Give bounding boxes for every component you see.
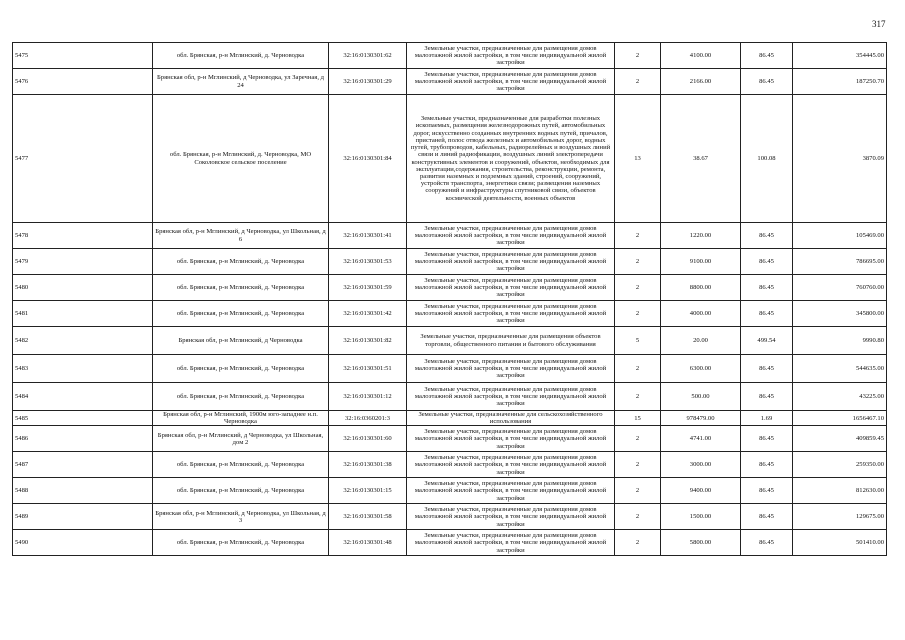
cadastral-value-cell: 354445.00 bbox=[793, 43, 887, 69]
row-number: 5490 bbox=[13, 530, 153, 556]
row-number: 5483 bbox=[13, 355, 153, 383]
specific-value-cell: 86.45 bbox=[741, 355, 793, 383]
specific-value-cell: 86.45 bbox=[741, 301, 793, 327]
table-row bbox=[13, 301, 887, 327]
specific-value-cell: 86.45 bbox=[741, 383, 793, 411]
page-number: 317 bbox=[872, 19, 886, 29]
table-row bbox=[13, 426, 887, 452]
land-use-purpose-cell: Земельные участки, предназначенные для размещения домов малоэтажной жилой застройки, в том числе индивидуальной жилой застройки bbox=[407, 301, 615, 327]
area-cell: 4741.00 bbox=[661, 426, 741, 452]
address-cell: обл. Брянская, р-н Мглинский, д. Черноводка bbox=[153, 275, 329, 301]
table-row bbox=[13, 43, 887, 69]
specific-value-cell: 1.69 bbox=[741, 411, 793, 426]
cadastral-number-cell: 32:16:0130301:82 bbox=[329, 327, 407, 355]
cadastral-number-cell: 32:16:0360201:3 bbox=[329, 411, 407, 426]
specific-value-cell: 86.45 bbox=[741, 249, 793, 275]
cadastral-value-cell: 3870.09 bbox=[793, 95, 887, 223]
row-number: 5481 bbox=[13, 301, 153, 327]
category-code-cell: 2 bbox=[615, 249, 661, 275]
cadastral-number-cell: 32:16:0130301:51 bbox=[329, 355, 407, 383]
area-cell: 20.00 bbox=[661, 327, 741, 355]
specific-value-cell: 86.45 bbox=[741, 69, 793, 95]
cadastral-number-cell: 32:16:0130301:12 bbox=[329, 383, 407, 411]
row-number: 5480 bbox=[13, 275, 153, 301]
area-cell: 9400.00 bbox=[661, 478, 741, 504]
category-code-cell: 2 bbox=[615, 43, 661, 69]
specific-value-cell: 86.45 bbox=[741, 504, 793, 530]
area-cell: 8800.00 bbox=[661, 275, 741, 301]
land-use-purpose-cell: Земельные участки, предназначенные для размещения домов малоэтажной жилой застройки, в том числе индивидуальной жилой застройки bbox=[407, 478, 615, 504]
cadastral-number-cell: 32:16:0130301:60 bbox=[329, 426, 407, 452]
address-cell: Брянская обл, р-н Мглинский, д Черноводка, ул Заречная, д 24 bbox=[153, 69, 329, 95]
row-number: 5485 bbox=[13, 411, 153, 426]
row-number: 5476 bbox=[13, 69, 153, 95]
table-row bbox=[13, 478, 887, 504]
table-row bbox=[13, 411, 887, 426]
table-row bbox=[13, 383, 887, 411]
area-cell: 978479.00 bbox=[661, 411, 741, 426]
specific-value-cell: 100.08 bbox=[741, 95, 793, 223]
cadastral-number-cell: 32:16:0130301:62 bbox=[329, 43, 407, 69]
area-cell: 5800.00 bbox=[661, 530, 741, 556]
area-cell: 4000.00 bbox=[661, 301, 741, 327]
category-code-cell: 2 bbox=[615, 426, 661, 452]
cadastral-number-cell: 32:16:0130301:59 bbox=[329, 275, 407, 301]
cadastral-value-cell: 43225.00 bbox=[793, 383, 887, 411]
cadastral-value-cell: 544635.00 bbox=[793, 355, 887, 383]
table-row bbox=[13, 95, 887, 223]
land-use-purpose-cell: Земельные участки, предназначенные для размещения домов малоэтажной жилой застройки, в том числе индивидуальной жилой застройки bbox=[407, 249, 615, 275]
row-number: 5479 bbox=[13, 249, 153, 275]
table-row bbox=[13, 69, 887, 95]
row-number: 5475 bbox=[13, 43, 153, 69]
cadastral-value-cell: 187250.70 bbox=[793, 69, 887, 95]
cadastral-value-cell: 409859.45 bbox=[793, 426, 887, 452]
row-number: 5488 bbox=[13, 478, 153, 504]
land-use-purpose-cell: Земельные участки, предназначенные для размещения домов малоэтажной жилой застройки, в том числе индивидуальной жилой застройки bbox=[407, 355, 615, 383]
row-number: 5487 bbox=[13, 452, 153, 478]
category-code-cell: 2 bbox=[615, 383, 661, 411]
category-code-cell: 2 bbox=[615, 355, 661, 383]
category-code-cell: 15 bbox=[615, 411, 661, 426]
cadastral-value-cell: 105469.00 bbox=[793, 223, 887, 249]
row-number: 5477 bbox=[13, 95, 153, 223]
table-row bbox=[13, 327, 887, 355]
table-row bbox=[13, 249, 887, 275]
cadastral-number-cell: 32:16:0130301:53 bbox=[329, 249, 407, 275]
address-cell: Брянская обл, р-н Мглинский, 1900м юго-западнее н.п. Черноводка bbox=[153, 411, 329, 426]
cadastral-number-cell: 32:16:0130301:58 bbox=[329, 504, 407, 530]
land-use-purpose-cell: Земельные участки, предназначенные для размещения домов малоэтажной жилой застройки, в том числе индивидуальной жилой застройки bbox=[407, 426, 615, 452]
specific-value-cell: 86.45 bbox=[741, 452, 793, 478]
address-cell: Брянская обл, р-н Мглинский, д Черноводка bbox=[153, 327, 329, 355]
area-cell: 500.00 bbox=[661, 383, 741, 411]
row-number: 5482 bbox=[13, 327, 153, 355]
address-cell: обл. Брянская, р-н Мглинский, д. Черноводка bbox=[153, 530, 329, 556]
address-cell: обл. Брянская, р-н Мглинский, д. Черноводка bbox=[153, 383, 329, 411]
land-use-purpose-cell: Земельные участки, предназначенные для размещения домов малоэтажной жилой застройки, в том числе индивидуальной жилой застройки bbox=[407, 504, 615, 530]
area-cell: 38.67 bbox=[661, 95, 741, 223]
table-row bbox=[13, 504, 887, 530]
category-code-cell: 2 bbox=[615, 69, 661, 95]
address-cell: обл. Брянская, р-н Мглинский, д. Черноводка bbox=[153, 249, 329, 275]
row-number: 5489 bbox=[13, 504, 153, 530]
cadastral-value-cell: 1656467.10 bbox=[793, 411, 887, 426]
category-code-cell: 2 bbox=[615, 223, 661, 249]
area-cell: 1220.00 bbox=[661, 223, 741, 249]
specific-value-cell: 86.45 bbox=[741, 275, 793, 301]
land-use-purpose-cell: Земельные участки, предназначенные для размещения домов малоэтажной жилой застройки, в том числе индивидуальной жилой застройки bbox=[407, 275, 615, 301]
cadastral-number-cell: 32:16:0130301:41 bbox=[329, 223, 407, 249]
land-use-purpose-cell: Земельные участки, предназначенные для размещения домов малоэтажной жилой застройки, в том числе индивидуальной жилой застройки bbox=[407, 530, 615, 556]
table-row bbox=[13, 223, 887, 249]
cadastral-number-cell: 32:16:0130301:42 bbox=[329, 301, 407, 327]
cadastral-value-cell: 9990.80 bbox=[793, 327, 887, 355]
specific-value-cell: 86.45 bbox=[741, 478, 793, 504]
specific-value-cell: 86.45 bbox=[741, 426, 793, 452]
address-cell: обл. Брянская, р-н Мглинский, д. Черноводка, МО Соколовское сельское поселение bbox=[153, 95, 329, 223]
land-use-purpose-cell: Земельные участки, предназначенные для размещения домов малоэтажной жилой застройки, в том числе индивидуальной жилой застройки bbox=[407, 452, 615, 478]
cadastral-value-cell: 501410.00 bbox=[793, 530, 887, 556]
cadastral-value-cell: 812630.00 bbox=[793, 478, 887, 504]
area-cell: 2166.00 bbox=[661, 69, 741, 95]
address-cell: обл. Брянская, р-н Мглинский, д. Черноводка bbox=[153, 43, 329, 69]
area-cell: 4100.00 bbox=[661, 43, 741, 69]
category-code-cell: 5 bbox=[615, 327, 661, 355]
land-use-purpose-cell: Земельные участки, предназначенные для размещения домов малоэтажной жилой застройки, в том числе индивидуальной жилой застройки bbox=[407, 383, 615, 411]
land-use-purpose-cell: Земельные участки, предназначенные для сельскохозяйственного использования bbox=[407, 411, 615, 426]
category-code-cell: 2 bbox=[615, 504, 661, 530]
category-code-cell: 2 bbox=[615, 478, 661, 504]
land-use-purpose-cell: Земельные участки, предназначенные для размещения объектов торговли, общественного питания и бытового обслуживания bbox=[407, 327, 615, 355]
address-cell: Брянская обл, р-н Мглинский, д Черноводка, ул Школьная, дом 2 bbox=[153, 426, 329, 452]
cadastral-value-cell: 345800.00 bbox=[793, 301, 887, 327]
address-cell: обл. Брянская, р-н Мглинский, д. Черноводка bbox=[153, 301, 329, 327]
cadastral-value-cell: 760760.00 bbox=[793, 275, 887, 301]
cadastral-number-cell: 32:16:0130301:38 bbox=[329, 452, 407, 478]
address-cell: Брянская обл, р-н Мглинский, д Черноводка, ул Школьная, д 3 bbox=[153, 504, 329, 530]
area-cell: 9100.00 bbox=[661, 249, 741, 275]
area-cell: 6300.00 bbox=[661, 355, 741, 383]
area-cell: 1500.00 bbox=[661, 504, 741, 530]
category-code-cell: 2 bbox=[615, 530, 661, 556]
row-number: 5486 bbox=[13, 426, 153, 452]
land-use-purpose-cell: Земельные участки, предназначенные для разработки полезных ископаемых, размещения железнодорожных путей, автомобильных дорог, искусственно созданных внутренних водных путей, причалов, пристаней, полос отвода железных и автомобильных дорог, водных путей, трубопроводов, кабельных, радиорелейных и воздушных линий связи и линий радиофикации, воздушных линий электропередачи конструктивных элементов и сооружений, объектов, необходимых для эксплуатации,содержания, строительства, реконструкции, ремонта, развития наземных и подземных зданий, строений, сооружений, устройств транспорта, энергетики связи; размещения наземных сооружений и инфраструктуры спутниковой связи, объектов космической деятельности, военных объектов bbox=[407, 95, 615, 223]
land-use-purpose-cell: Земельные участки, предназначенные для размещения домов малоэтажной жилой застройки, в том числе индивидуальной жилой застройки bbox=[407, 223, 615, 249]
land-use-purpose-cell: Земельные участки, предназначенные для размещения домов малоэтажной жилой застройки, в том числе индивидуальной жилой застройки bbox=[407, 43, 615, 69]
land-use-purpose-cell: Земельные участки, предназначенные для размещения домов малоэтажной жилой застройки, в том числе индивидуальной жилой застройки bbox=[407, 69, 615, 95]
category-code-cell: 2 bbox=[615, 275, 661, 301]
cadastral-value-cell: 259350.00 bbox=[793, 452, 887, 478]
row-number: 5484 bbox=[13, 383, 153, 411]
address-cell: обл. Брянская, р-н Мглинский, д. Черноводка bbox=[153, 355, 329, 383]
cadastral-number-cell: 32:16:0130301:84 bbox=[329, 95, 407, 223]
table-row bbox=[13, 355, 887, 383]
address-cell: Брянская обл, р-н Мглинский, д Черноводка, ул Школьная, д 6 bbox=[153, 223, 329, 249]
specific-value-cell: 86.45 bbox=[741, 43, 793, 69]
table-row bbox=[13, 530, 887, 556]
area-cell: 3000.00 bbox=[661, 452, 741, 478]
category-code-cell: 2 bbox=[615, 452, 661, 478]
cadastral-number-cell: 32:16:0130301:48 bbox=[329, 530, 407, 556]
table-row bbox=[13, 275, 887, 301]
row-number: 5478 bbox=[13, 223, 153, 249]
address-cell: обл. Брянская, р-н Мглинский, д. Черноводка bbox=[153, 452, 329, 478]
cadastral-value-cell: 786695.00 bbox=[793, 249, 887, 275]
table-row bbox=[13, 452, 887, 478]
cadastral-value-cell: 129675.00 bbox=[793, 504, 887, 530]
cadastral-number-cell: 32:16:0130301:15 bbox=[329, 478, 407, 504]
cadastral-number-cell: 32:16:0130301:29 bbox=[329, 69, 407, 95]
specific-value-cell: 86.45 bbox=[741, 223, 793, 249]
category-code-cell: 2 bbox=[615, 301, 661, 327]
register-body bbox=[13, 43, 887, 556]
cadastral-register-table bbox=[12, 42, 887, 556]
specific-value-cell: 86.45 bbox=[741, 530, 793, 556]
specific-value-cell: 499.54 bbox=[741, 327, 793, 355]
category-code-cell: 13 bbox=[615, 95, 661, 223]
address-cell: обл. Брянская, р-н Мглинский, д. Черноводка bbox=[153, 478, 329, 504]
